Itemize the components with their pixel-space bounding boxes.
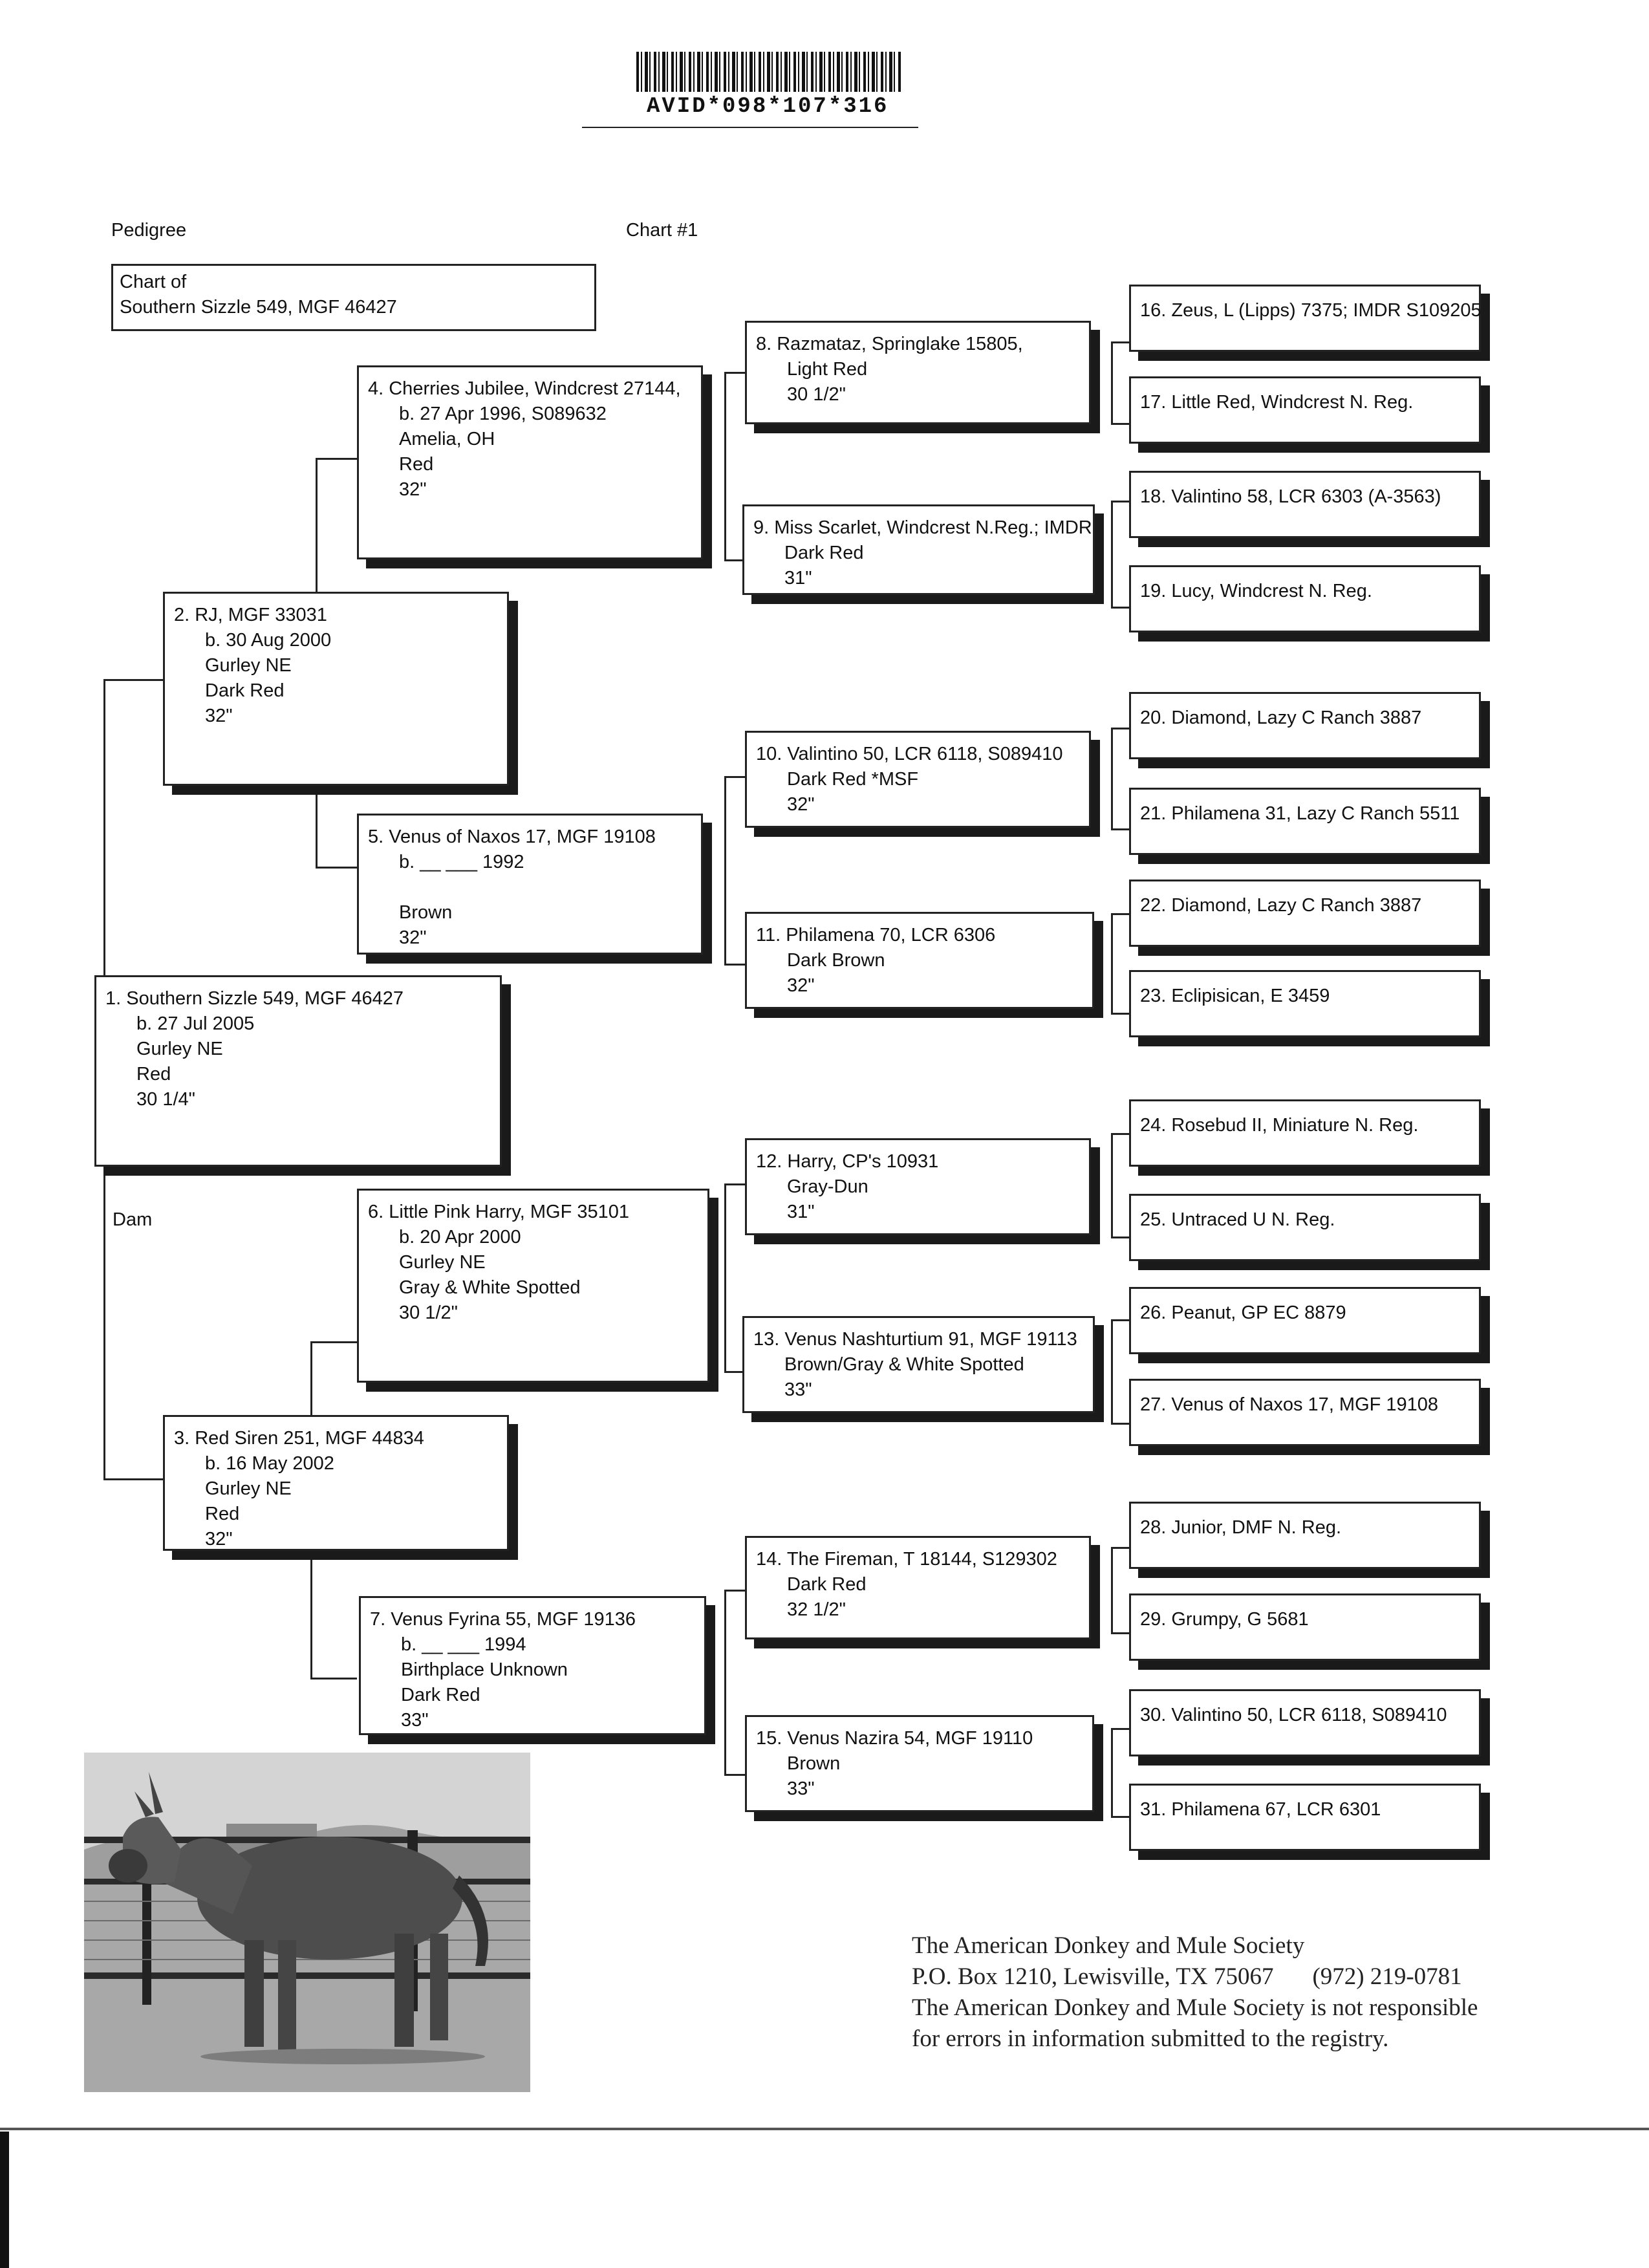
animal-19-box (1129, 565, 1481, 632)
connector-12-to-24 (1111, 1133, 1129, 1135)
connector-11 (1111, 913, 1113, 1013)
animal-1-box (94, 975, 502, 1167)
connector-1-to-3 (103, 1478, 163, 1480)
animal-12-name: 12. Harry, CP's 10931 (756, 1151, 939, 1172)
animal-13-name: 13. Venus Nashturtium 91, MGF 19113 (753, 1329, 1077, 1350)
animal-4-birth: b. 27 Apr 1996, S089632 (399, 404, 607, 424)
connector-4-to-8 (724, 372, 745, 374)
animal-3-height: 32" (205, 1529, 233, 1550)
connector-7 (724, 1590, 726, 1774)
animal-28-box (1129, 1502, 1481, 1569)
animal-14-color: Dark Red (787, 1574, 867, 1595)
pedigree-label: Pedigree (111, 220, 187, 241)
animal-14-name: 14. The Fireman, T 18144, S129302 (756, 1549, 1057, 1570)
animal-1-place: Gurley NE (136, 1039, 223, 1059)
animal-5-height: 32" (399, 927, 427, 948)
animal-6-color: Gray & White Spotted (399, 1277, 581, 1298)
scan-edge-left-bar (0, 2132, 9, 2268)
barcode-text: AVID*098*107*316 (647, 94, 889, 119)
connector-8-to-16 (1111, 341, 1129, 343)
barcode-underline (582, 127, 918, 128)
animal-2-color: Dark Red (205, 680, 285, 701)
animal-22-box (1129, 880, 1481, 947)
connector-12 (1111, 1133, 1113, 1237)
footer (912, 1930, 1478, 2055)
animal-2-height: 32" (205, 706, 233, 726)
connector-6 (724, 1183, 726, 1371)
animal-18-name: 18. Valintino 58, LCR 6303 (A-3563) (1140, 486, 1441, 507)
footer-disclaimer-2: for errors in information submitted to the registry. (912, 2025, 1389, 2052)
animal-15-color: Brown (787, 1753, 841, 1774)
animal-13-height: 33" (784, 1379, 812, 1400)
connector-5-to-11 (724, 964, 745, 966)
animal-24-box (1129, 1099, 1481, 1167)
connector-9-to-18 (1111, 501, 1129, 502)
animal-12-color: Gray-Dun (787, 1176, 868, 1197)
animal-28-name: 28. Junior, DMF N. Reg. (1140, 1517, 1342, 1538)
animal-3-place: Gurley NE (205, 1478, 292, 1499)
animal-6-box (357, 1189, 709, 1383)
animal-7-color: Dark Red (401, 1685, 480, 1705)
animal-7-name: 7. Venus Fyrina 55, MGF 19136 (370, 1609, 636, 1630)
animal-21-name: 21. Philamena 31, Lazy C Ranch 5511 (1140, 803, 1460, 824)
connector-14-to-29 (1111, 1632, 1129, 1634)
animal-11-name: 11. Philamena 70, LCR 6306 (756, 925, 996, 945)
animal-8-color: Light Red (787, 359, 868, 380)
connector-10 (1111, 728, 1113, 828)
animal-13-box (742, 1316, 1095, 1413)
chart-of-label: Chart of (120, 272, 187, 292)
animal-9-height: 31" (784, 568, 812, 589)
animal-14-height: 32 1/2" (787, 1599, 846, 1620)
animal-17-box (1129, 376, 1481, 444)
connector-4 (724, 372, 726, 559)
connector-8 (1111, 341, 1113, 423)
barcode (636, 52, 901, 92)
animal-11-height: 32" (787, 975, 815, 996)
animal-1-name: 1. Southern Sizzle 549, MGF 46427 (105, 988, 404, 1009)
animal-5-birth: b. __ ___ 1992 (399, 852, 524, 872)
animal-7-birth: b. __ ___ 1994 (401, 1634, 526, 1655)
animal-1-color: Red (136, 1064, 171, 1085)
animal-4-name: 4. Cherries Jubilee, Windcrest 27144, (368, 378, 681, 399)
animal-18-box (1129, 471, 1481, 538)
connector-9 (1111, 501, 1113, 607)
animal-17-name: 17. Little Red, Windcrest N. Reg. (1140, 392, 1414, 413)
animal-5-place (368, 875, 692, 900)
animal-31-name: 31. Philamena 67, LCR 6301 (1140, 1799, 1381, 1820)
animal-21-box (1129, 788, 1481, 855)
connector-13-to-27 (1111, 1423, 1129, 1425)
animal-12-box (745, 1138, 1091, 1235)
animal-4-place: Amelia, OH (399, 429, 495, 449)
animal-11-box (745, 912, 1094, 1009)
animal-7-place: Birthplace Unknown (401, 1659, 568, 1680)
connector-5-to-10 (724, 776, 745, 778)
animal-22-name: 22. Diamond, Lazy C Ranch 3887 (1140, 895, 1422, 916)
connector-10-to-20 (1111, 728, 1129, 729)
animal-6-name: 6. Little Pink Harry, MGF 35101 (368, 1202, 630, 1222)
connector-10-to-21 (1111, 828, 1129, 830)
animal-8-height: 30 1/2" (787, 384, 846, 405)
connector-13-to-26 (1111, 1319, 1129, 1321)
animal-25-name: 25. Untraced U N. Reg. (1140, 1209, 1335, 1230)
animal-2-name: 2. RJ, MGF 33031 (174, 605, 327, 625)
connector-11-to-22 (1111, 913, 1129, 915)
animal-9-name: 9. Miss Scarlet, Windcrest N.Reg.; IMDR (753, 517, 1092, 538)
animal-24-name: 24. Rosebud II, Miniature N. Reg. (1140, 1115, 1419, 1136)
animal-11-color: Dark Brown (787, 950, 885, 971)
animal-7-box (359, 1596, 706, 1735)
animal-29-name: 29. Grumpy, G 5681 (1140, 1609, 1309, 1630)
connector-6-to-12 (724, 1183, 745, 1185)
animal-20-box (1129, 692, 1481, 759)
footer-disclaimer-1: The American Donkey and Mule Society is not responsible (912, 1994, 1478, 2021)
animal-4-height: 32" (399, 479, 427, 500)
animal-15-name: 15. Venus Nazira 54, MGF 19110 (756, 1728, 1033, 1749)
animal-3-birth: b. 16 May 2002 (205, 1453, 334, 1474)
animal-2-place: Gurley NE (205, 655, 292, 676)
connector-2-to-4 (316, 458, 357, 460)
animal-16-name: 16. Zeus, L (Lipps) 7375; IMDR S109205 (1140, 300, 1482, 321)
animal-5-name: 5. Venus of Naxos 17, MGF 19108 (368, 826, 656, 847)
donkey-photo (84, 1753, 530, 2092)
animal-8-name: 8. Razmataz, Springlake 15805, (756, 334, 1023, 354)
animal-2-box (163, 592, 509, 786)
chart-of-subject: Southern Sizzle 549, MGF 46427 (120, 297, 397, 318)
footer-phone: (972) 219-0781 (1312, 1963, 1462, 1990)
footer-address: P.O. Box 1210, Lewisville, TX 75067 (912, 1963, 1274, 1990)
animal-13-color: Brown/Gray & White Spotted (784, 1354, 1024, 1375)
connector-12-to-25 (1111, 1237, 1129, 1238)
animal-14-box (745, 1536, 1091, 1639)
animal-6-place: Gurley NE (399, 1252, 486, 1273)
animal-6-birth: b. 20 Apr 2000 (399, 1227, 521, 1247)
connector-3-to-6 (310, 1341, 357, 1343)
animal-9-box (742, 504, 1095, 595)
animal-2-birth: b. 30 Aug 2000 (205, 630, 332, 651)
animal-26-name: 26. Peanut, GP EC 8879 (1140, 1302, 1346, 1323)
animal-5-color: Brown (399, 902, 453, 923)
footer-address-line (912, 1961, 1478, 1993)
animal-23-name: 23. Eclipisican, E 3459 (1140, 986, 1330, 1006)
chart-of-box (111, 264, 596, 331)
animal-19-name: 19. Lucy, Windcrest N. Reg. (1140, 581, 1372, 601)
animal-10-height: 32" (787, 794, 815, 815)
connector-8-to-17 (1111, 423, 1129, 425)
connector-7-to-14 (724, 1590, 745, 1592)
animal-4-box (357, 365, 703, 559)
connector-15 (1111, 1728, 1113, 1816)
animal-20-name: 20. Diamond, Lazy C Ranch 3887 (1140, 707, 1422, 728)
animal-9-color: Dark Red (784, 543, 864, 563)
animal-10-name: 10. Valintino 50, LCR 6118, S089410 (756, 744, 1063, 764)
animal-3-box (163, 1415, 509, 1551)
animal-30-name: 30. Valintino 50, LCR 6118, S089410 (1140, 1705, 1447, 1725)
footer-org-name: The American Donkey and Mule Society (912, 1932, 1305, 1959)
animal-4-color: Red (399, 454, 434, 475)
animal-3-color: Red (205, 1504, 240, 1524)
animal-27-name: 27. Venus of Naxos 17, MGF 19108 (1140, 1394, 1439, 1415)
animal-3-name: 3. Red Siren 251, MGF 44834 (174, 1428, 424, 1449)
connector-7-to-15 (724, 1774, 745, 1776)
dam-label: Dam (113, 1209, 153, 1230)
animal-27-box (1129, 1379, 1481, 1446)
donkey-illustration (84, 1753, 530, 2092)
animal-15-height: 33" (787, 1778, 815, 1799)
animal-30-box (1129, 1689, 1481, 1756)
chart-number-label: Chart #1 (626, 220, 698, 241)
animal-1-birth: b. 27 Jul 2005 (136, 1013, 255, 1034)
connector-14-to-28 (1111, 1547, 1129, 1549)
connector-1-to-2 (103, 679, 163, 681)
animal-25-box (1129, 1194, 1481, 1261)
animal-12-height: 31" (787, 1202, 815, 1222)
animal-31-box (1129, 1784, 1481, 1851)
animal-10-box (745, 731, 1091, 828)
connector-13 (1111, 1319, 1113, 1423)
animal-7-height: 33" (401, 1710, 429, 1731)
connector-15-to-31 (1111, 1816, 1129, 1818)
animal-5-box (357, 814, 703, 955)
animal-26-box (1129, 1287, 1481, 1354)
connector-5 (724, 776, 726, 964)
animal-6-height: 30 1/2" (399, 1302, 458, 1323)
scan-edge-line (0, 2128, 1649, 2130)
connector-3-to-7 (310, 1678, 357, 1679)
connector-15-to-30 (1111, 1728, 1129, 1730)
connector-9-to-19 (1111, 607, 1129, 609)
animal-10-color: Dark Red *MSF (787, 769, 919, 790)
animal-1-height: 30 1/4" (136, 1089, 195, 1110)
animal-16-box (1129, 285, 1481, 352)
animal-23-box (1129, 970, 1481, 1037)
animal-29-box (1129, 1593, 1481, 1661)
connector-11-to-23 (1111, 1013, 1129, 1015)
animal-8-box (745, 321, 1091, 424)
animal-15-box (745, 1715, 1094, 1812)
connector-2-to-5 (316, 867, 357, 869)
connector-14 (1111, 1547, 1113, 1632)
